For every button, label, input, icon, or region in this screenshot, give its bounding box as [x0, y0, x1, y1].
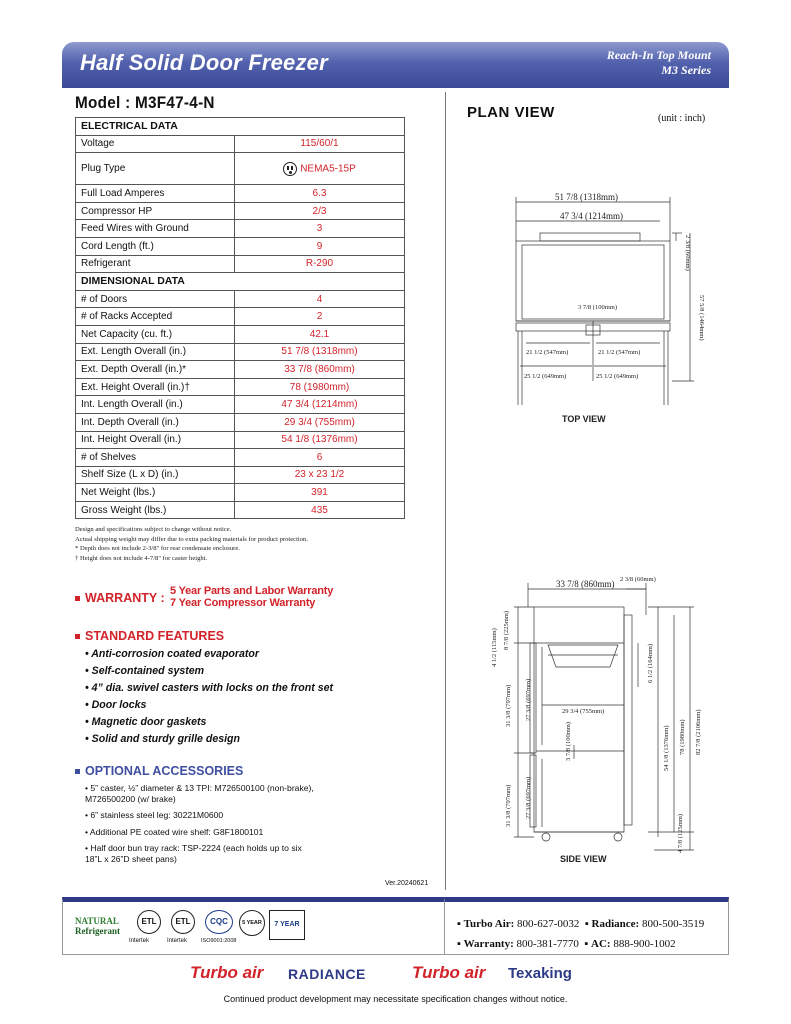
- square-bullet-icon: ▪: [457, 918, 464, 930]
- spec-row: [76, 202, 405, 220]
- spec-value: 4: [235, 290, 405, 308]
- optional-accessories-heading: [75, 764, 243, 778]
- spec-row: [76, 135, 405, 153]
- spec-label: Int. Height Overall (in.): [76, 431, 235, 449]
- spec-row: [76, 501, 405, 519]
- warranty-7-year-badge: 7 YEAR: [269, 910, 305, 940]
- brand-logos: [190, 963, 610, 987]
- spec-section-heading: ELECTRICAL DATA: [76, 118, 405, 136]
- spec-label: Shelf Size (L x D) (in.): [76, 466, 235, 484]
- spec-row: [76, 431, 405, 449]
- feature-item: • Self-contained system: [85, 665, 205, 677]
- dim-overall-width: 51 7/8 (1318mm): [555, 192, 618, 202]
- dim-mid: 3 7/8 (100mm): [565, 722, 572, 761]
- spec-row: [76, 290, 405, 308]
- spec-row: [76, 325, 405, 343]
- accessory-item: • 6” stainless steel leg: 30221M0600: [85, 810, 224, 820]
- spec-value: 33 7/8 (860mm): [235, 361, 405, 379]
- natural-label: NATURAL: [75, 916, 119, 926]
- radiance-phone[interactable]: 800-500-3519: [641, 918, 705, 930]
- spec-value: 29 3/4 (755mm): [235, 413, 405, 431]
- accessory-item: • Additional PE coated wire shelf: G8F1800101: [85, 826, 264, 837]
- natural-refrigerant-logo: [75, 916, 120, 936]
- iso-cqc-icon: CQC: [205, 910, 233, 934]
- spec-label: Ext. Depth Overall (in.)*: [76, 361, 235, 379]
- footer-disclaimer: Continued product development may necessitate specification changes without notice.: [223, 994, 568, 1004]
- spec-value: 78 (1980mm): [235, 378, 405, 396]
- contact-info: [445, 897, 729, 955]
- bullet-square-icon: [75, 769, 80, 774]
- spec-value: 2/3: [235, 202, 405, 220]
- optional-accessories-list: [85, 783, 385, 870]
- plug-icon: [283, 162, 297, 176]
- feature-item: • 4” dia. swivel casters with locks on the front set: [85, 682, 334, 694]
- spec-value: 23 x 23 1/2: [235, 466, 405, 484]
- side-view-caption: SIDE VIEW: [560, 854, 607, 864]
- page-header: [62, 42, 729, 88]
- dim-swing-right: 25 1/2 (649mm): [596, 373, 639, 380]
- spec-row: [76, 378, 405, 396]
- standard-features-title: STANDARD FEATURES: [85, 629, 225, 643]
- top-view-caption: TOP VIEW: [562, 414, 606, 424]
- spec-row: [76, 255, 405, 273]
- dim-lower-door: 31 3/8 (797mm): [505, 784, 512, 827]
- spec-row: [76, 308, 405, 326]
- spec-value: 6: [235, 449, 405, 467]
- spec-label: Gross Weight (lbs.): [76, 501, 235, 519]
- spec-label: # of Doors: [76, 290, 235, 308]
- dim-top-gap: 8 7/8 (225mm): [503, 611, 510, 650]
- spec-table: [75, 117, 405, 519]
- top-view-drawing: [500, 185, 715, 430]
- spec-value: 51 7/8 (1318mm): [235, 343, 405, 361]
- series-line-1: Reach-In Top Mount: [606, 48, 711, 62]
- spec-label: # of Racks Accepted: [76, 308, 235, 326]
- side-view-drawing: [478, 575, 728, 870]
- turbo-air-phone[interactable]: 800-627-0032: [517, 918, 580, 930]
- spec-label: Voltage: [76, 135, 235, 153]
- certifications-bar: [62, 897, 445, 955]
- spec-label: Plug Type: [76, 153, 235, 185]
- spec-label: Ext. Length Overall (in.): [76, 343, 235, 361]
- spec-row: [76, 343, 405, 361]
- turbo-air-label: Turbo Air:: [463, 918, 515, 930]
- dim-lower-inner: 27 3/8 (697mm): [525, 776, 532, 819]
- spec-value: 9: [235, 237, 405, 255]
- dim-rear: 2 3/8 (60mm): [684, 235, 691, 271]
- note: Design and specifications subject to change without notice.: [75, 526, 232, 533]
- warranty-contact-label: Warranty:: [463, 938, 514, 950]
- turbo-air-logo-2: Turbo air: [412, 963, 486, 982]
- spec-label: Compressor HP: [76, 202, 235, 220]
- spec-row: [76, 361, 405, 379]
- spec-value: 42.1: [235, 325, 405, 343]
- dim-int-height: 54 1/8 (1376mm): [663, 725, 670, 771]
- square-bullet-icon: ▪: [584, 918, 592, 930]
- dim-upper-compartment: 4 1/2 (115mm): [491, 628, 498, 667]
- spec-label: Cord Length (ft.): [76, 237, 235, 255]
- spec-label: Refrigerant: [76, 255, 235, 273]
- square-bullet-icon: ▪: [457, 938, 464, 950]
- refrigerant-label: Refrigerant: [75, 926, 120, 936]
- dim-depth: 57 5/8 (1464mm): [698, 295, 705, 341]
- turbo-air-logo: Turbo air: [190, 963, 264, 982]
- bullet-square-icon: [75, 634, 80, 639]
- dim-inner-width: 47 3/4 (1214mm): [560, 211, 623, 221]
- spec-row: [76, 484, 405, 502]
- spec-label: # of Shelves: [76, 449, 235, 467]
- etl-sanitation-label: Intertek: [167, 938, 188, 944]
- note: † Height does not include 4-7/8" for caster height.: [75, 554, 208, 562]
- spec-section-row: [76, 273, 405, 291]
- series-label: [607, 48, 711, 78]
- spec-row: [76, 396, 405, 414]
- series-line-2: M3 Series: [661, 63, 711, 77]
- warranty-phone[interactable]: 800-381-7770: [516, 938, 579, 950]
- dim-swing-left: 25 1/2 (649mm): [524, 373, 567, 380]
- spec-label: Full Load Amperes: [76, 185, 235, 203]
- dim-side-depth: 33 7/8 (860mm): [556, 579, 615, 589]
- spec-row: [76, 220, 405, 238]
- plug-type-value: NEMA5-15P: [300, 163, 356, 175]
- note: Actual shipping weight may differ due to extra packing materials for product protection.: [75, 535, 308, 543]
- spec-row: [76, 413, 405, 431]
- spec-row: [76, 153, 405, 185]
- spec-value: 391: [235, 484, 405, 502]
- dim-total-height: 82 7/8 (2106mm): [695, 709, 702, 755]
- dim-ext-height: 78 (1980mm): [679, 719, 686, 755]
- dim-upper-inner: 27 3/8 (697mm): [525, 678, 532, 721]
- ac-phone[interactable]: 888-900-1002: [613, 938, 676, 950]
- spec-value: [235, 153, 405, 185]
- spec-value: 2: [235, 308, 405, 326]
- dim-door-left: 21 1/2 (547mm): [526, 349, 569, 356]
- accessory-item: • 5” caster, ½” diameter & 13 TPI: M726500100 (non-brake), M726500200 (w/ brake): [85, 783, 314, 804]
- spec-label: Net Weight (lbs.): [76, 484, 235, 502]
- etl-intertek-label: Intertek: [129, 938, 150, 944]
- feature-item: • Magnetic door gaskets: [85, 716, 207, 728]
- feature-item: • Door locks: [85, 699, 147, 711]
- dim-int-depth: 29 3/4 (755mm): [562, 708, 605, 715]
- standard-features-list: [85, 646, 333, 748]
- feature-item: • Anti-corrosion coated evaporator: [85, 648, 260, 660]
- standard-features-heading: [75, 629, 224, 643]
- dim-gap: 3 7/8 (100mm): [578, 304, 617, 311]
- radiance-label: Radiance:: [591, 918, 640, 930]
- etl-sanitation-icon: ETL: [171, 910, 195, 934]
- optional-accessories-title: OPTIONAL ACCESSORIES: [85, 764, 244, 778]
- texaking-logo: Texaking: [508, 965, 572, 982]
- spec-value: 115/60/1: [235, 135, 405, 153]
- spec-label: Feed Wires with Ground: [76, 220, 235, 238]
- iso-label: ISO9001:2008: [201, 938, 237, 944]
- spec-row: [76, 466, 405, 484]
- unit-label: (unit : inch): [658, 113, 706, 124]
- dim-door-right: 21 1/2 (547mm): [598, 349, 641, 356]
- warranty-section: [75, 585, 415, 615]
- model-number: Model : M3F47-4-N: [75, 93, 215, 112]
- note: * Depth does not include 2-3/8" for rear condensate enclosure.: [75, 545, 240, 552]
- column-divider: [445, 92, 446, 890]
- warranty-label: WARRANTY :: [85, 591, 165, 605]
- dim-caster: 4 7/8 (125mm): [677, 814, 684, 853]
- spec-section-heading: DIMENSIONAL DATA: [76, 273, 405, 291]
- spec-value: 3: [235, 220, 405, 238]
- contact-row-1: [457, 914, 728, 934]
- spec-value: 6.3: [235, 185, 405, 203]
- plan-view-title: PLAN VIEW: [467, 104, 555, 121]
- warranty-heading: [75, 591, 165, 605]
- spec-row: [76, 237, 405, 255]
- contact-row-2: [457, 934, 728, 954]
- spec-value: 54 1/8 (1376mm): [235, 431, 405, 449]
- spec-value: R-290: [235, 255, 405, 273]
- warranty-5-year-badge: 5 YEAR: [239, 910, 265, 936]
- square-bullet-icon: ▪: [584, 938, 591, 950]
- spec-notes: [75, 525, 308, 563]
- dim-handle: 6 1/2 (164mm): [647, 644, 654, 683]
- warranty-lines: [170, 585, 410, 609]
- warranty-line-2: 7 Year Compressor Warranty: [170, 597, 316, 609]
- spec-label: Ext. Height Overall (in.)†: [76, 378, 235, 396]
- spec-value: 435: [235, 501, 405, 519]
- ac-label: AC:: [591, 938, 611, 950]
- etl-listed-icon: ETL: [137, 910, 161, 934]
- spec-row: [76, 185, 405, 203]
- spec-label: Int. Length Overall (in.): [76, 396, 235, 414]
- warranty-line-1: 5 Year Parts and Labor Warranty: [170, 585, 334, 597]
- dim-upper-door: 31 3/8 (797mm): [505, 684, 512, 727]
- bullet-square-icon: [75, 596, 80, 601]
- accessory-item: • Half door bun tray rack: TSP-2224 (each holds up to six 18”L x 26”D sheet pans): [85, 843, 302, 864]
- version-label: Ver.20240621: [385, 880, 429, 887]
- page-title: Half Solid Door Freezer: [80, 50, 328, 75]
- spec-row: [76, 449, 405, 467]
- radiance-logo: RADIANCE: [288, 966, 366, 982]
- spec-value: 47 3/4 (1214mm): [235, 396, 405, 414]
- spec-section-row: [76, 118, 405, 136]
- feature-item: • Solid and sturdy grille design: [85, 733, 240, 745]
- dim-side-rear: 2 3/8 (60mm): [620, 576, 656, 583]
- spec-label: Int. Depth Overall (in.): [76, 413, 235, 431]
- spec-label: Net Capacity (cu. ft.): [76, 325, 235, 343]
